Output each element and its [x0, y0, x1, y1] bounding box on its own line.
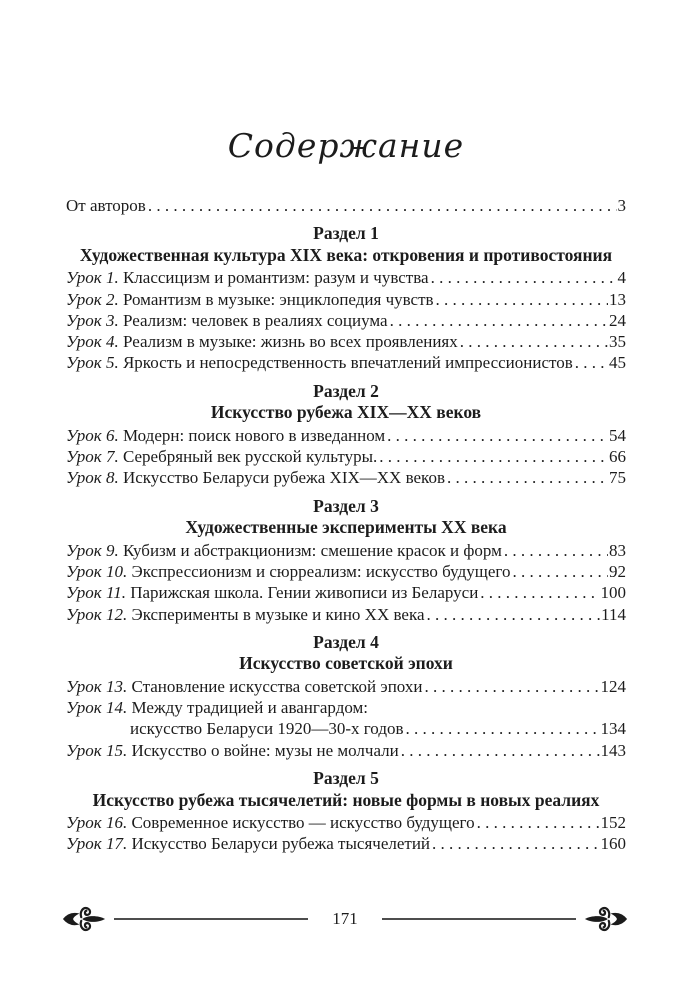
dot-leader	[399, 740, 600, 761]
dot-leader	[458, 331, 608, 352]
page-number: 45	[609, 353, 626, 373]
entry-title: Современное искусство — искусство будущего	[131, 813, 475, 833]
page-number: 3	[617, 196, 626, 215]
toc-entry	[66, 697, 626, 718]
footer-rule-right	[382, 918, 576, 920]
section-entries	[66, 267, 626, 373]
toc-entry	[66, 604, 626, 625]
section-entries	[66, 540, 626, 625]
lesson-label: Урок 10.	[66, 561, 128, 581]
page-number: 66	[609, 447, 626, 467]
dot-leader	[445, 467, 608, 488]
toc-entry	[66, 425, 626, 446]
dot-leader	[422, 676, 599, 697]
dot-leader	[478, 582, 599, 603]
section-entries	[66, 812, 626, 855]
dot-leader	[475, 812, 600, 833]
toc-entry	[66, 582, 626, 603]
dot-leader	[510, 561, 608, 582]
fleuron-ornament-left-icon	[62, 903, 106, 935]
lesson-label: Урок 7.	[66, 447, 119, 467]
entry-title: Становление искусства советской эпохи	[131, 676, 423, 696]
entry-title: Реализм в музыке: жизнь во всех проявлениях	[122, 332, 458, 352]
section-entries	[66, 425, 626, 489]
entry-title: Искусство о войне: музы не молчали	[131, 740, 399, 760]
page-number: 143	[600, 740, 626, 760]
toc-entry	[66, 289, 626, 310]
toc-entry	[66, 446, 626, 467]
lesson-label: Урок 13.	[66, 676, 128, 696]
toc-entry	[66, 833, 626, 854]
entry-title: Между традицией и авангардом:	[131, 698, 369, 718]
dot-leader	[404, 718, 600, 739]
fleuron-ornament-right-icon	[584, 903, 628, 935]
lesson-label: Урок 9.	[66, 540, 119, 560]
folio-page-number: 171	[332, 909, 358, 928]
section-number: Раздел 3	[313, 495, 379, 516]
entry-title: Экспрессионизм и сюрреализм: искусство будущего	[131, 561, 511, 581]
toc-section	[66, 381, 626, 489]
dot-leader	[146, 195, 617, 216]
dot-leader	[425, 604, 601, 625]
entry-title: Парижская школа. Гении живописи из Беларуси	[130, 583, 479, 603]
page-number: 152	[600, 813, 626, 833]
dot-leader	[502, 540, 608, 561]
page-number: 92	[609, 561, 626, 581]
entry-title: Модерн: поиск нового в изведанном	[122, 425, 386, 445]
page-number: 54	[609, 425, 626, 445]
dot-leader	[385, 425, 608, 446]
entry-title: Реализм: человек в реалиях социума	[122, 310, 388, 330]
toc-entry	[66, 812, 626, 833]
section-title: Художественная культура XIX века: откровения и противостояния	[79, 244, 613, 265]
lesson-label: Урок 12.	[66, 604, 128, 624]
page-footer	[62, 899, 628, 939]
lesson-label: Урок 14.	[66, 698, 128, 718]
toc-entry	[66, 561, 626, 582]
toc-entry	[66, 310, 626, 331]
toc-sections	[66, 223, 626, 854]
entry-title: Искусство Беларуси рубежа XIX—XX веков	[122, 468, 445, 488]
entry-title: Классицизм и романтизм: разум и чувства	[122, 268, 429, 288]
lesson-label: Урок 4.	[66, 332, 119, 352]
entry-title: Искусство Беларуси рубежа тысячелетий	[131, 834, 431, 854]
page-number: 100	[600, 583, 626, 603]
page-number: 13	[609, 289, 626, 309]
section-number: Раздел 5	[313, 768, 379, 789]
section-number: Раздел 4	[313, 631, 379, 652]
page-number: 124	[600, 676, 626, 696]
toc-section	[66, 223, 626, 373]
toc-entry	[66, 740, 626, 761]
page-title: Содержание	[227, 126, 465, 165]
lesson-label: Урок 6.	[66, 425, 119, 445]
footer-rule-left	[114, 918, 308, 920]
section-title: Искусство рубежа тысячелетий: новые формы в новых реалиях	[92, 789, 600, 810]
entry-title: От авторов	[66, 196, 146, 215]
toc-entry	[66, 718, 626, 739]
lesson-label: Урок 17.	[66, 834, 128, 854]
toc-section	[66, 768, 626, 855]
lesson-label: Урок 15.	[66, 740, 128, 760]
dot-leader	[429, 267, 617, 288]
toc-section	[66, 496, 626, 625]
dot-leader	[430, 833, 599, 854]
lesson-label: Урок 1.	[66, 268, 119, 288]
section-number: Раздел 1	[313, 223, 379, 244]
section-title: Художественные эксперименты XX века	[185, 517, 507, 538]
dot-leader	[573, 352, 608, 373]
entry-title: Романтизм в музыке: энциклопедия чувств	[122, 289, 434, 309]
dot-leader	[434, 289, 608, 310]
section-entries	[66, 676, 626, 761]
section-title: Искусство рубежа XIX—XX веков	[210, 402, 482, 423]
entry-title: Эксперименты в музыке и кино XX века	[131, 604, 425, 624]
entry-title: Кубизм и абстракционизм: смешение красок и форм	[122, 540, 502, 560]
lesson-label: Урок 11.	[66, 583, 126, 603]
page-number: 83	[609, 540, 626, 560]
entry-title: Серебряный век русской культуры.	[122, 447, 378, 467]
toc-entry	[66, 676, 626, 697]
lesson-label: Урок 2.	[66, 289, 119, 309]
entry-title: искусство Беларуси 1920—30-х годов	[130, 719, 404, 739]
toc-entry-front-matter	[66, 195, 626, 216]
page-number: 114	[601, 604, 626, 624]
page-number: 4	[617, 268, 626, 288]
page-number: 75	[609, 468, 626, 488]
toc-entry	[66, 540, 626, 561]
toc-entry	[66, 352, 626, 373]
lesson-label: Урок 5.	[66, 353, 119, 373]
toc-entry	[66, 267, 626, 288]
page-number: 134	[600, 719, 626, 739]
toc-entry	[66, 467, 626, 488]
page-number: 24	[609, 310, 626, 330]
section-number: Раздел 2	[313, 380, 379, 401]
toc-section	[66, 632, 626, 761]
page-number: 35	[609, 332, 626, 352]
entry-title: Яркость и непосредственность впечатлений импрессионистов	[122, 353, 573, 373]
dot-leader	[377, 446, 608, 467]
lesson-label: Урок 3.	[66, 310, 119, 330]
lesson-label: Урок 8.	[66, 468, 119, 488]
toc-entry	[66, 331, 626, 352]
page-number: 160	[600, 834, 626, 854]
dot-leader	[388, 310, 608, 331]
section-title: Искусство советской эпохи	[239, 653, 453, 674]
lesson-label: Урок 16.	[66, 813, 128, 833]
